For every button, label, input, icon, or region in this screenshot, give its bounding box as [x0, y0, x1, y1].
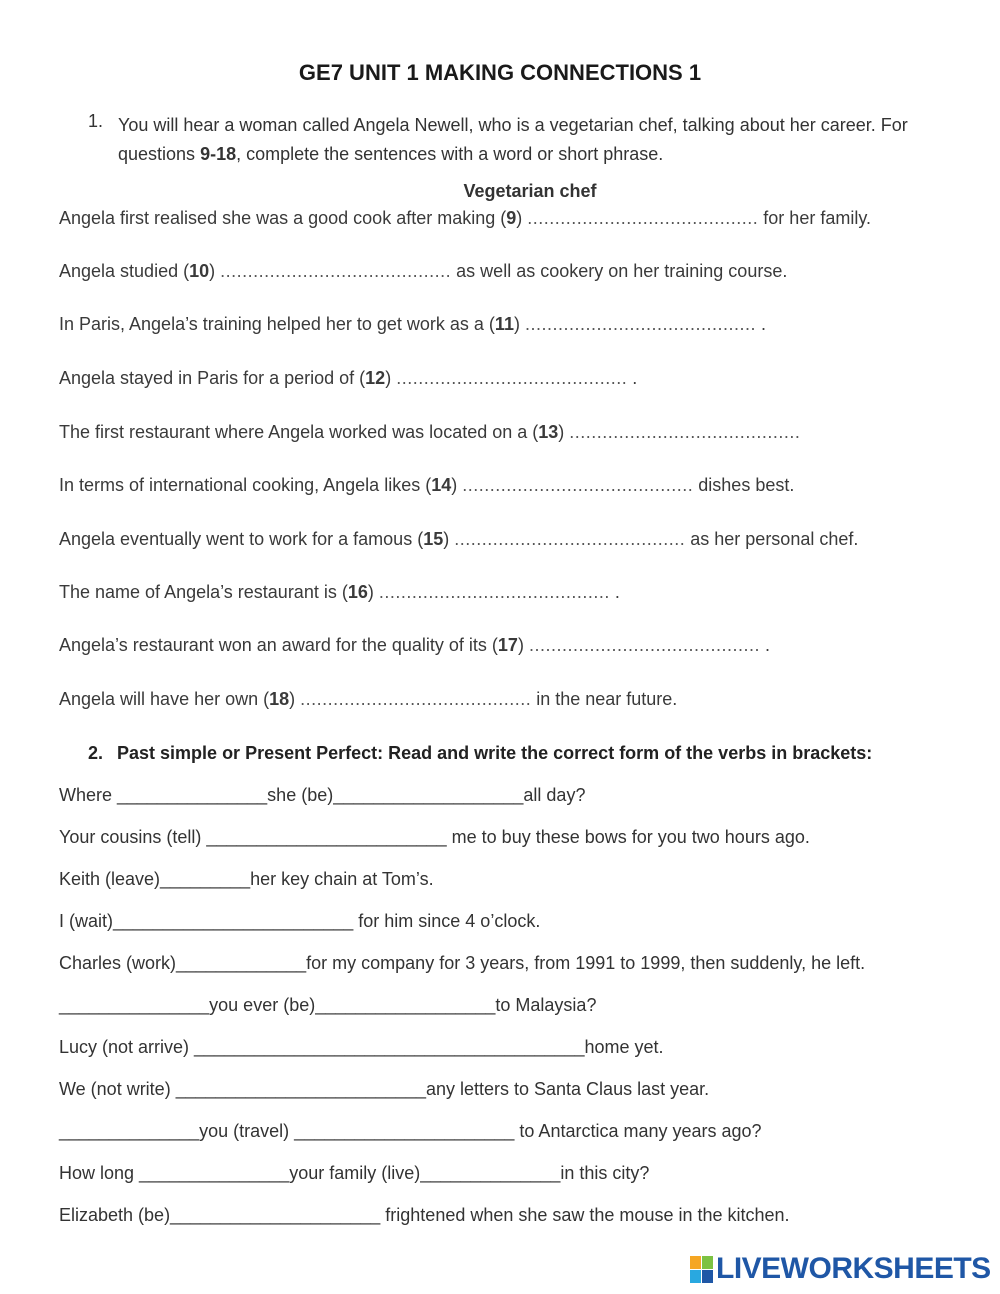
gap-number: 14 — [431, 475, 452, 495]
answer-gap[interactable]: .......................................... — [300, 689, 532, 709]
question-2-heading — [88, 743, 872, 764]
sentence-17 — [59, 635, 770, 656]
answer-gap[interactable]: .......................................... — [454, 529, 686, 549]
gap-fill-line-4[interactable]: I (wait)________________________ for him since 4 o’clock. — [59, 911, 541, 931]
sentence-text: ) — [517, 635, 529, 655]
sentence-text: The name of Angela’s restaurant is ( — [59, 582, 348, 602]
gap-number: 9 — [506, 208, 517, 228]
question-1-number: 1. — [88, 111, 104, 131]
gap-fill-line-10[interactable]: How long _______________your family (live)______________in this city? — [59, 1163, 650, 1183]
gap-fill-line-2[interactable]: Your cousins (tell) ________________________ me to buy these bows for you two hours ago. — [59, 827, 810, 847]
sentence-text: ) — [367, 582, 379, 602]
gap-fill-line-1[interactable]: Where _______________she (be)___________________all day? — [59, 785, 586, 805]
gap-number: 12 — [365, 368, 386, 388]
sentence-text: as well as cookery on her training course. — [451, 261, 788, 281]
answer-gap[interactable]: .......................................... — [220, 261, 452, 281]
sentence-text: Angela studied ( — [59, 261, 190, 281]
question-1-instructions — [118, 111, 918, 169]
sentence-text: . — [609, 582, 620, 602]
gap-fill-line-11[interactable]: Elizabeth (be)_____________________ frightened when she saw the mouse in the kitchen. — [59, 1205, 790, 1225]
sentence-text: Angela’s restaurant won an award for the quality of its ( — [59, 635, 498, 655]
liveworksheets-logo — [690, 1252, 991, 1286]
answer-gap[interactable]: .......................................... — [528, 635, 760, 655]
sentence-11 — [59, 314, 766, 335]
gap-number: 10 — [189, 261, 210, 281]
sentence-9 — [59, 208, 871, 229]
gap-fill-line-6[interactable]: _______________you ever (be)__________________to Malaysia? — [59, 995, 597, 1015]
gap-number: 15 — [423, 529, 444, 549]
sentence-text: ) — [289, 689, 301, 709]
question-2-number: 2. — [88, 743, 104, 763]
answer-gap[interactable]: .......................................... — [396, 368, 628, 388]
logo-square-1 — [690, 1256, 701, 1269]
gap-number: 16 — [347, 582, 368, 602]
sentence-text: as her personal chef. — [685, 529, 859, 549]
answer-gap[interactable]: .......................................... — [524, 314, 756, 334]
gap-number: 13 — [538, 422, 559, 442]
sentence-text: dishes best. — [693, 475, 795, 495]
sentence-text: Angela eventually went to work for a famous ( — [59, 529, 424, 549]
sentence-12 — [59, 368, 637, 389]
logo-square-3 — [690, 1270, 701, 1283]
instructions-part-b: , complete the sentences with a word or short phrase. — [236, 144, 664, 164]
sentence-10 — [59, 261, 787, 282]
answer-gap[interactable]: .......................................... — [527, 208, 759, 228]
sentence-text: In terms of international cooking, Angela likes ( — [59, 475, 432, 495]
sentence-text: Angela stayed in Paris for a period of ( — [59, 368, 366, 388]
sentence-text: ) — [516, 208, 528, 228]
answer-gap[interactable]: .......................................... — [378, 582, 610, 602]
sentence-text: ) — [558, 422, 570, 442]
sentence-text: for her family. — [758, 208, 871, 228]
section-subtitle: Vegetarian chef — [463, 181, 597, 201]
sentence-text: ) — [385, 368, 397, 388]
question-range: 9-18 — [200, 144, 237, 164]
logo-square-4 — [702, 1270, 713, 1283]
gap-fill-line-8[interactable]: We (not write) _________________________any letters to Santa Claus last year. — [59, 1079, 710, 1099]
gap-number: 11 — [494, 314, 514, 334]
sentence-text: in the near future. — [531, 689, 678, 709]
sentence-text: . — [756, 314, 767, 334]
instructions-part-a: You will hear a woman called Angela Newell, who is a vegetarian chef, talking about her career. For questions — [118, 115, 908, 164]
sentence-18 — [59, 689, 677, 710]
logo-square-2 — [702, 1256, 713, 1269]
sentence-15 — [59, 529, 858, 550]
logo-text: LIVEWORKSHEETS — [716, 1252, 991, 1285]
sentence-13 — [59, 422, 800, 443]
sentence-14 — [59, 475, 794, 496]
answer-gap[interactable]: .......................................... — [462, 475, 694, 495]
gap-fill-line-9[interactable]: ______________you (travel) ______________________ to Antarctica many years ago? — [59, 1121, 762, 1141]
sentence-text: Angela first realised she was a good cook after making ( — [59, 208, 507, 228]
sentence-text: Angela will have her own ( — [59, 689, 270, 709]
sentence-text: ) — [443, 529, 455, 549]
gap-fill-line-3[interactable]: Keith (leave)_________her key chain at Tom’s. — [59, 869, 434, 889]
page-title: GE7 UNIT 1 MAKING CONNECTIONS 1 — [298, 60, 702, 85]
sentence-16 — [59, 582, 620, 603]
sentence-text: . — [760, 635, 771, 655]
sentence-text: ) — [513, 314, 525, 334]
sentence-text: The first restaurant where Angela worked was located on a ( — [59, 422, 539, 442]
sentence-text: ) — [451, 475, 463, 495]
gap-number: 18 — [269, 689, 290, 709]
answer-gap[interactable]: .......................................... — [569, 422, 801, 442]
gap-fill-line-5[interactable]: Charles (work)_____________for my company for 3 years, from 1991 to 1999, then suddenly, he left. — [59, 953, 866, 973]
logo-mark-icon — [690, 1256, 712, 1282]
question-2-text: Past simple or Present Perfect: Read and write the correct form of the verbs in brackets: — [117, 743, 873, 763]
gap-fill-line-7[interactable]: Lucy (not arrive) _______________________________________home yet. — [59, 1037, 664, 1057]
sentence-text: ) — [209, 261, 221, 281]
gap-number: 17 — [497, 635, 518, 655]
sentence-text: In Paris, Angela’s training helped her to get work as a ( — [59, 314, 495, 334]
sentence-text: . — [627, 368, 638, 388]
